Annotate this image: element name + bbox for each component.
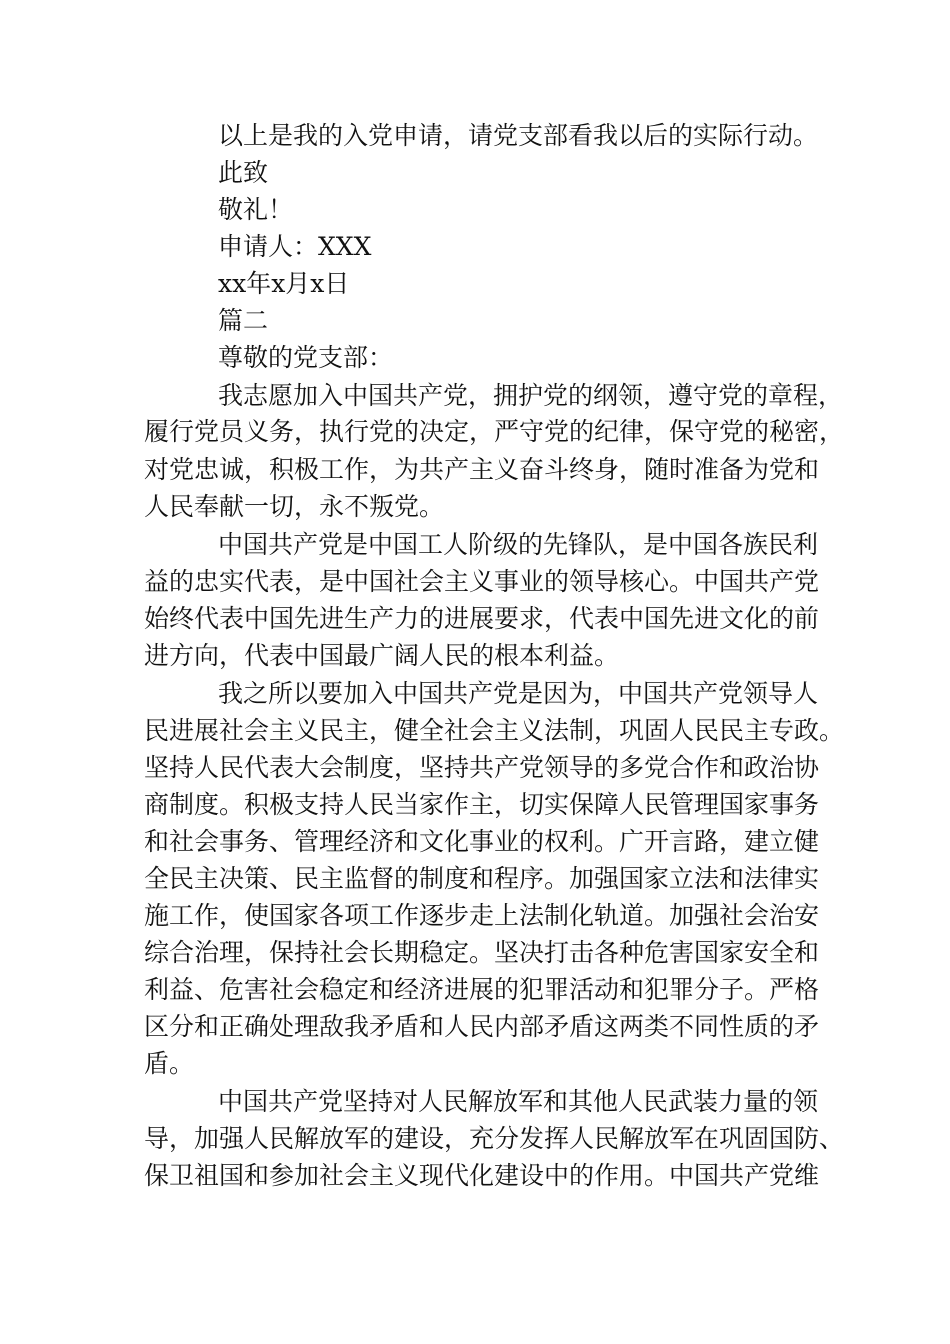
paragraph-line: 全民主决策、民主监督的制度和程序。加强国家立法和法律实 — [144, 864, 820, 893]
paragraph-line: 和社会事务、管理经济和文化事业的权利。广开言路，建立健 — [144, 827, 820, 856]
salutation: 尊敬的党支部： — [218, 343, 394, 372]
section-title: 篇二 — [218, 306, 269, 335]
paragraph-line: 利益、危害社会稳定和经济进展的犯罪活动和犯罪分子。严格 — [144, 975, 820, 1004]
paragraph-line: 中国共产党坚持对人民解放军和其他人民武装力量的领 — [218, 1087, 819, 1116]
paragraph-line: 施工作，使国家各项工作逐步走上法制化轨道。加强社会治安 — [144, 901, 820, 930]
paragraph-line: 商制度。积极支持人民当家作主，切实保障人民管理国家事务 — [144, 790, 820, 819]
closing-line-1: 以上是我的入党申请，请党支部看我以后的实际行动。 — [218, 121, 819, 150]
closing-line-3: 敬礼！ — [218, 195, 294, 224]
date-line: xx年x月x日 — [218, 269, 350, 298]
paragraph-line: 我之所以要加入中国共产党是因为，中国共产党领导人 — [218, 679, 819, 708]
paragraph-line: 区分和正确处理敌我矛盾和人民内部矛盾这两类不同性质的矛 — [144, 1012, 820, 1041]
paragraph-line: 始终代表中国先进生产力的进展要求，代表中国先进文化的前 — [144, 604, 820, 633]
paragraph-line: 民进展社会主义民主，健全社会主义法制，巩固人民民主专政。 — [144, 716, 845, 745]
paragraph-line: 对党忠诚，积极工作，为共产主义奋斗终身，随时准备为党和 — [144, 455, 820, 484]
paragraph-line: 益的忠实代表，是中国社会主义事业的领导核心。中国共产党 — [144, 567, 820, 596]
closing-line-2: 此致 — [218, 158, 269, 187]
paragraph-line: 导，加强人民解放军的建设，充分发挥人民解放军在巩固国防、 — [144, 1124, 845, 1153]
paragraph-line: 人民奉献一切，永不叛党。 — [144, 492, 445, 521]
paragraph-line: 中国共产党是中国工人阶级的先锋队，是中国各族民利 — [218, 530, 819, 559]
paragraph-line: 进方向，代表中国最广阔人民的根本利益。 — [144, 641, 620, 670]
paragraph-line: 履行党员义务，执行党的决定，严守党的纪律，保守党的秘密， — [144, 417, 845, 446]
paragraph-line: 保卫祖国和参加社会主义现代化建设中的作用。中国共产党维 — [144, 1161, 820, 1190]
applicant-line: 申请人：XXX — [218, 232, 372, 261]
paragraph-line: 综合治理，保持社会长期稳定。坚决打击各种危害国家安全和 — [144, 938, 820, 967]
paragraph-line: 坚持人民代表大会制度，坚持共产党领导的多党合作和政治协 — [144, 753, 820, 782]
paragraph-line: 我志愿加入中国共产党，拥护党的纲领，遵守党的章程， — [218, 381, 844, 410]
paragraph-line: 盾。 — [144, 1049, 195, 1078]
